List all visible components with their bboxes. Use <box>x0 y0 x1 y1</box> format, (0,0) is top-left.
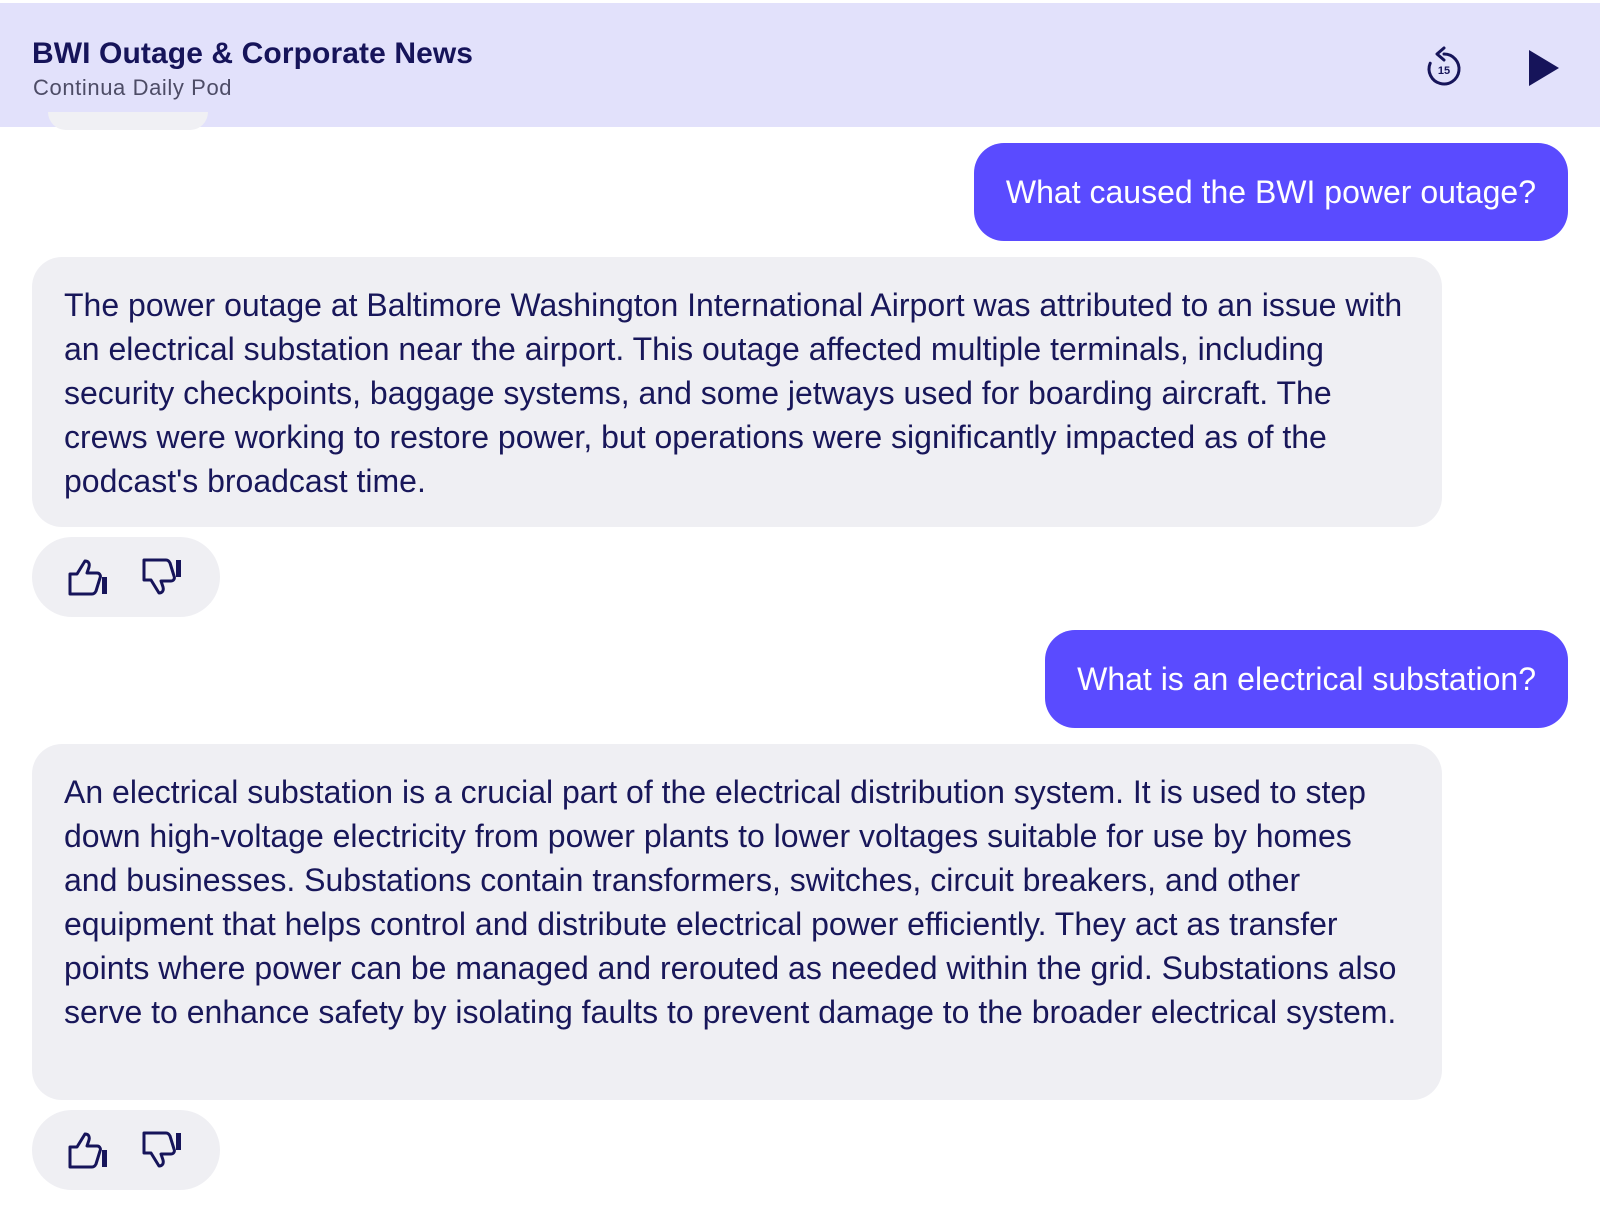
thumbs-down-icon[interactable] <box>140 1130 184 1170</box>
assistant-message: An electrical substation is a crucial part of the electrical distribution system. It is used to step down high-voltage electricity from power plants to lower voltages suitable for use by homes and businesses. Substations contain transformers, switches, circuit breakers, and other equipment that helps control and distribute electrical power efficiently. They act as transfer points where power can be managed and rerouted as needed within the grid. Substations also serve to enhance safety by isolating faults to prevent damage to the broader electrical system. <box>32 744 1442 1100</box>
thumbs-down-icon[interactable] <box>140 557 184 597</box>
episode-title: BWI Outage & Corporate News <box>32 37 474 70</box>
assistant-message: The power outage at Baltimore Washington International Airport was attributed to an issue with an electrical substation near the airport. This outage affected multiple terminals, including security checkpoints, baggage systems, and some jetways used for boarding aircraft. The crews were working to restore power, but operations were significantly impacted as of the podcast's broadcast time. <box>32 257 1442 527</box>
thumbs-up-icon[interactable] <box>66 1130 110 1170</box>
feedback-bar <box>32 537 220 617</box>
replay-15-icon[interactable] <box>1424 45 1464 89</box>
user-message: What caused the BWI power outage? <box>974 143 1568 241</box>
podcast-header <box>0 3 1600 127</box>
chat-transcript <box>0 127 1600 1224</box>
feedback-bar <box>32 1110 220 1190</box>
play-icon[interactable] <box>1526 47 1562 89</box>
thumbs-up-icon[interactable] <box>66 557 110 597</box>
podcast-name: Continua Daily Pod <box>33 75 233 100</box>
user-message: What is an electrical substation? <box>1045 630 1568 728</box>
replay-seconds-label: 15 <box>1437 65 1451 77</box>
